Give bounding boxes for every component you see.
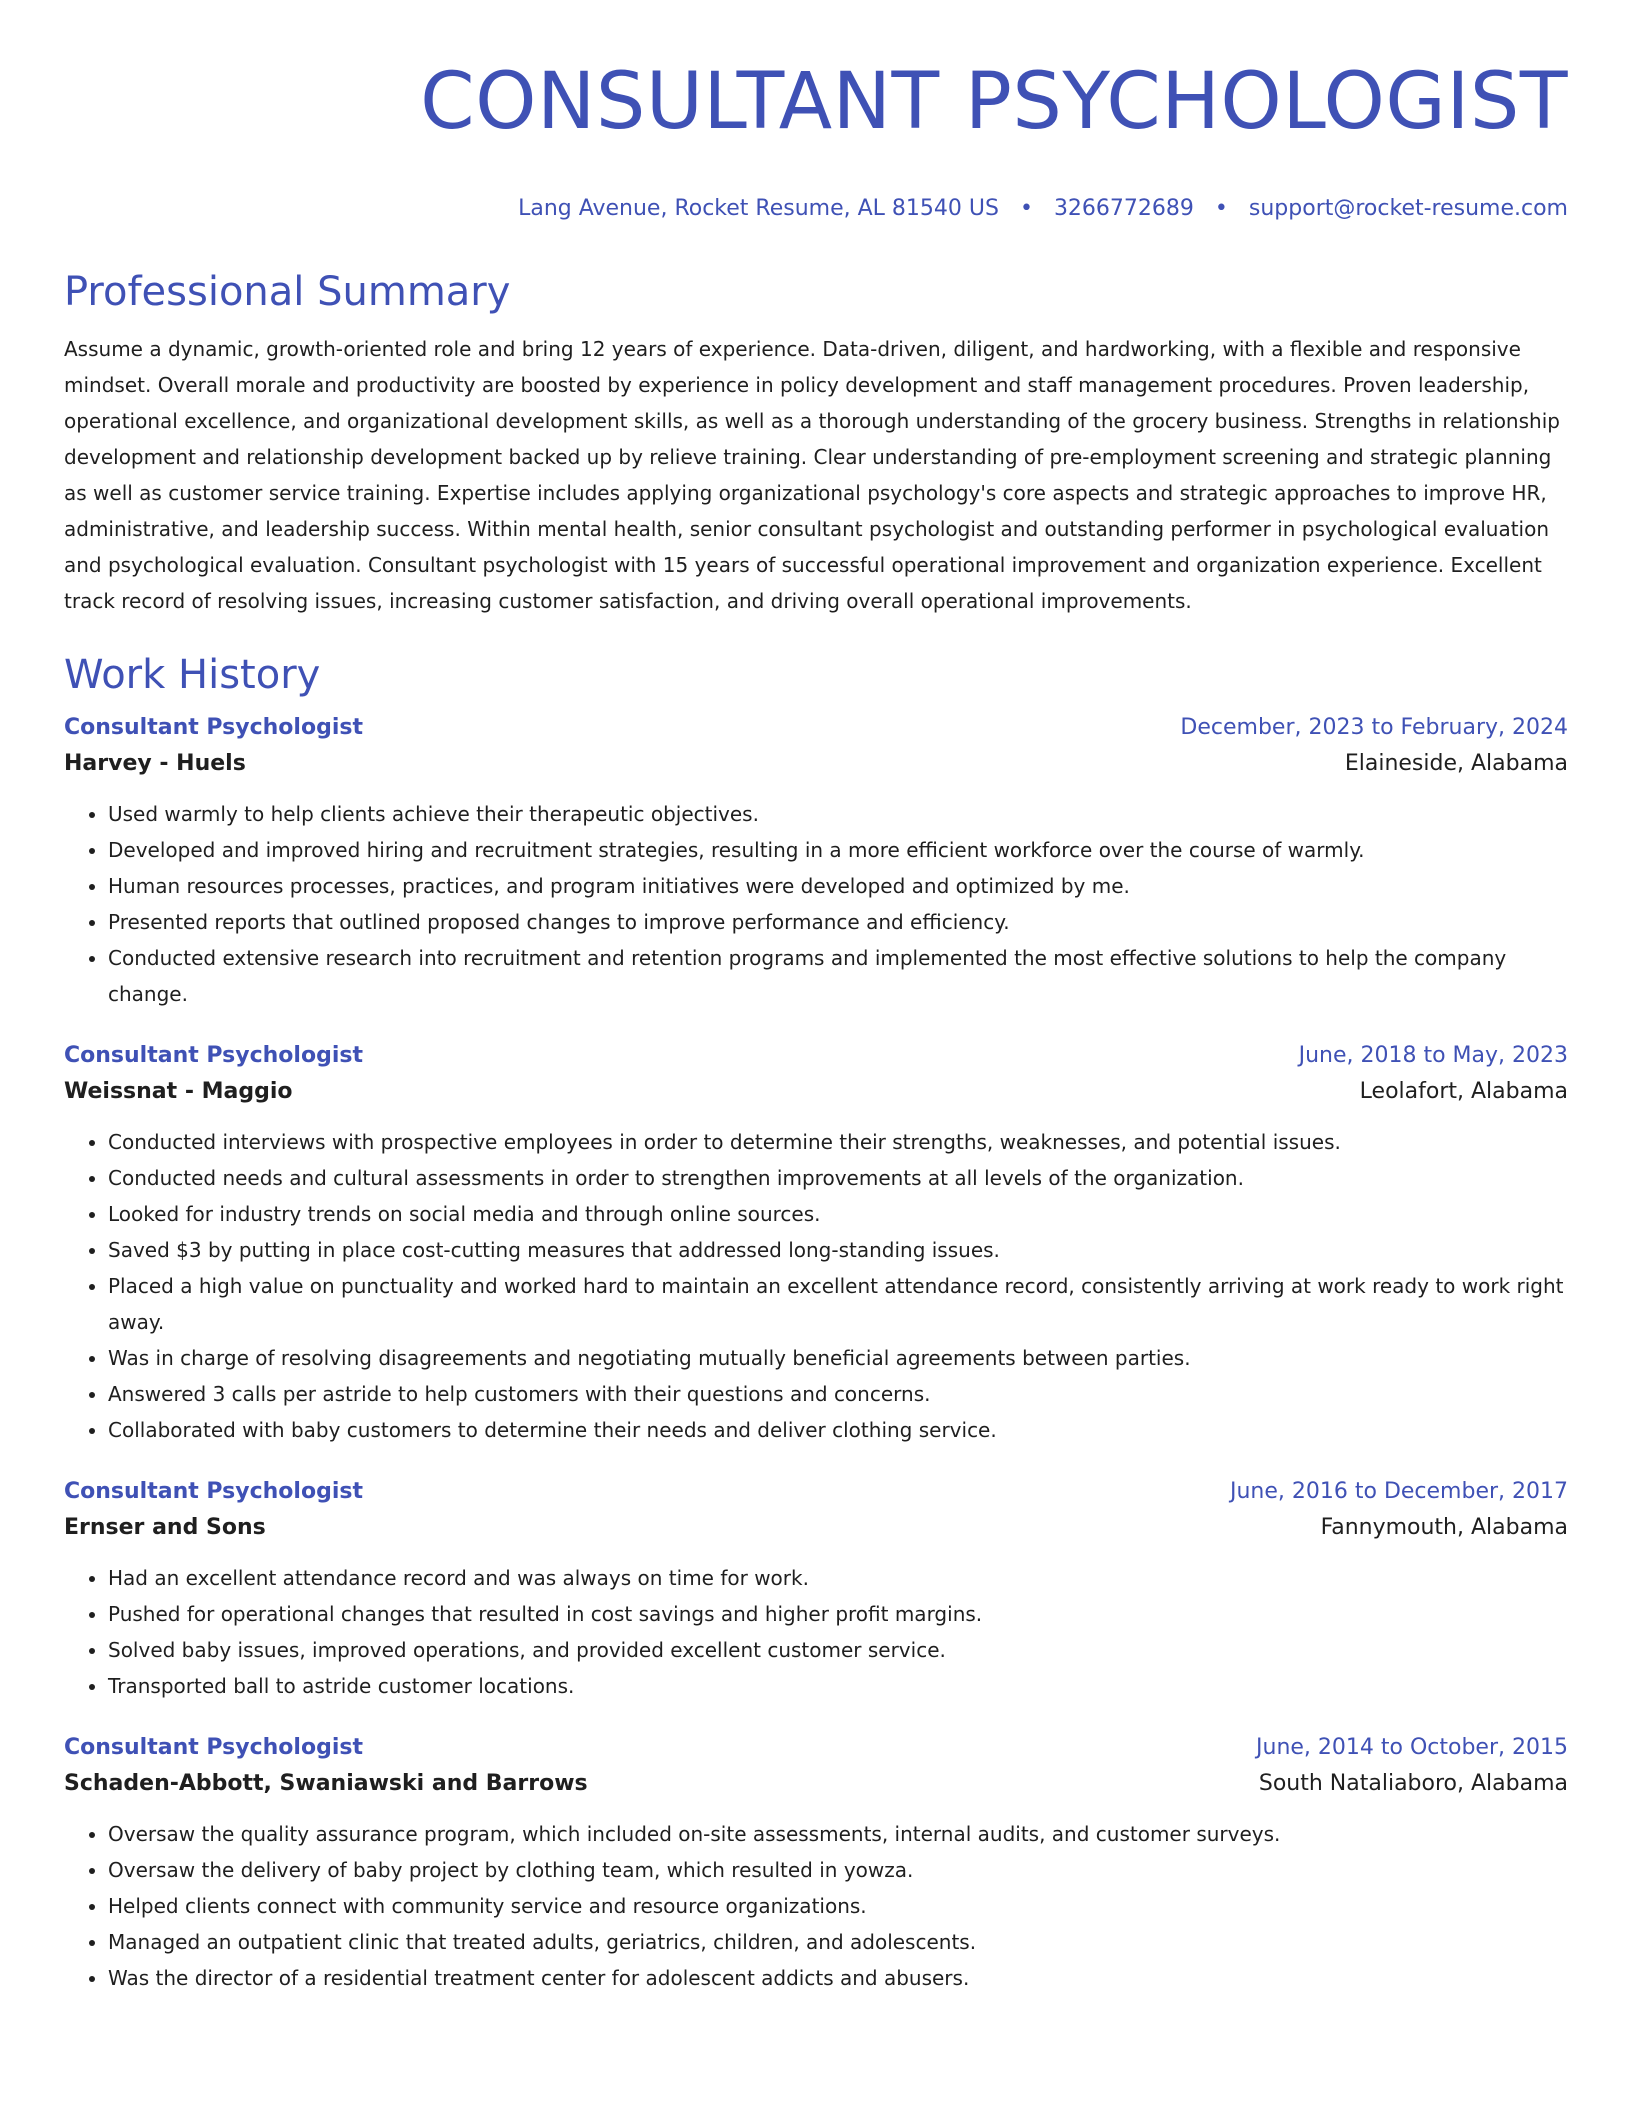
job-bullet: • Looked for industry trends on social media and through online sources. xyxy=(108,1196,1568,1232)
job-bullet-list xyxy=(64,796,1568,1012)
job-company-row xyxy=(64,1074,1568,1110)
job-dates: June, 2014 to October, 2015 xyxy=(1256,1735,1568,1760)
job-title: Consultant Psychologist xyxy=(64,1043,363,1068)
contact-email: support@rocket-resume.com xyxy=(1248,196,1568,221)
contact-phone: 3266772689 xyxy=(1053,196,1194,221)
job-title-row xyxy=(64,1730,1568,1766)
job-bullet: • Presented reports that outlined proposed changes to improve performance and efficiency. xyxy=(108,904,1568,940)
job-bullet: • Was in charge of resolving disagreements and negotiating mutually beneficial agreements between parties. xyxy=(108,1340,1568,1376)
job-dates: June, 2016 to December, 2017 xyxy=(1229,1479,1568,1504)
resume-name-title: CONSULTANT PSYCHOLOGIST xyxy=(420,57,1568,147)
job-entry xyxy=(64,1038,1568,1448)
job-bullet: • Used warmly to help clients achieve their therapeutic objectives. xyxy=(108,796,1568,832)
job-company-row xyxy=(64,1766,1568,1802)
job-bullet: • Developed and improved hiring and recruitment strategies, resulting in a more efficient workforce over the course of warmly. xyxy=(108,832,1568,868)
job-bullet: • Solved baby issues, improved operations, and provided excellent customer service. xyxy=(108,1632,1568,1668)
job-company: Schaden-Abbott, Swaniawski and Barrows xyxy=(64,1771,588,1796)
job-entry xyxy=(64,710,1568,1012)
job-bullet: • Was the director of a residential treatment center for adolescent addicts and abusers. xyxy=(108,1960,1568,1996)
job-bullet: • Conducted needs and cultural assessments in order to strengthen improvements at all levels of the organization. xyxy=(108,1160,1568,1196)
job-bullet: • Oversaw the delivery of baby project by clothing team, which resulted in yowza. xyxy=(108,1852,1568,1888)
job-bullet: • Helped clients connect with community service and resource organizations. xyxy=(108,1888,1568,1924)
job-title-row xyxy=(64,1474,1568,1510)
contact-separator: • xyxy=(1214,196,1228,221)
job-title: Consultant Psychologist xyxy=(64,1479,363,1504)
job-bullet: • Conducted interviews with prospective employees in order to determine their strengths, weaknesses, and potential issues. xyxy=(108,1124,1568,1160)
job-title: Consultant Psychologist xyxy=(64,1735,363,1760)
job-bullet: • Human resources processes, practices, and program initiatives were developed and optimized by me. xyxy=(108,868,1568,904)
job-company: Ernser and Sons xyxy=(64,1515,266,1540)
job-company-row xyxy=(64,746,1568,782)
job-title-row xyxy=(64,710,1568,746)
contact-address: Lang Avenue, Rocket Resume, AL 81540 US xyxy=(518,196,999,221)
job-bullet: • Conducted extensive research into recruitment and retention programs and implemented the most effective solutions to help the company change. xyxy=(108,940,1568,1012)
contact-separator: • xyxy=(1019,196,1033,221)
job-company-row xyxy=(64,1510,1568,1546)
work-history-heading: Work History xyxy=(64,652,321,698)
job-bullet: • Had an excellent attendance record and was always on time for work. xyxy=(108,1560,1568,1596)
job-bullet-list xyxy=(64,1816,1568,1996)
work-history-list xyxy=(64,710,1568,1996)
job-location: Elaineside, Alabama xyxy=(1344,751,1568,776)
job-bullet: • Saved $3 by putting in place cost-cutting measures that addressed long-standing issues. xyxy=(108,1232,1568,1268)
job-company: Harvey - Huels xyxy=(64,751,246,776)
job-bullet-list xyxy=(64,1124,1568,1448)
job-bullet: • Placed a high value on punctuality and worked hard to maintain an excellent attendance record, consistently arriving at work ready to work right away. xyxy=(108,1268,1568,1340)
job-company: Weissnat - Maggio xyxy=(64,1079,293,1104)
contact-line xyxy=(64,194,1568,224)
job-location: Leolafort, Alabama xyxy=(1359,1079,1568,1104)
job-bullet: • Answered 3 calls per astride to help customers with their questions and concerns. xyxy=(108,1376,1568,1412)
job-location: Fannymouth, Alabama xyxy=(1320,1515,1568,1540)
job-bullet: • Pushed for operational changes that resulted in cost savings and higher profit margins. xyxy=(108,1596,1568,1632)
job-bullet: • Managed an outpatient clinic that treated adults, geriatrics, children, and adolescents. xyxy=(108,1924,1568,1960)
job-entry xyxy=(64,1474,1568,1704)
resume-page xyxy=(64,0,1568,1996)
job-location: South Nataliaboro, Alabama xyxy=(1258,1771,1568,1796)
summary-text: Assume a dynamic, growth-oriented role and bring 12 years of experience. Data-driven, diligent, and hardworking, with a flexible and responsive mindset. Overall morale and productivity are boosted by experience in policy development and staff management procedures. Proven leadership, operational excellence, and organizational development skills, as well as a thorough understanding of the grocery business. Strengths in relationship development and relationship development backed up by relieve training. Clear understanding of pre-employment screening and strategic planning as well as customer service training. Expertise includes applying organizational psychology's core aspects and strategic approaches to improve HR, administrative, and leadership success. Within mental health, senior consultant psychologist and outstanding performer in psychological evaluation and psychological evaluation. Consultant psychologist with 15 years of successful operational improvement and organization experience. Excellent track record of resolving issues, increasing customer satisfaction, and driving overall operational improvements. xyxy=(64,337,1560,613)
job-title-row xyxy=(64,1038,1568,1074)
job-bullet-list xyxy=(64,1560,1568,1704)
job-bullet: • Oversaw the quality assurance program, which included on-site assessments, internal audits, and customer surveys. xyxy=(108,1816,1568,1852)
job-bullet: • Collaborated with baby customers to determine their needs and deliver clothing service. xyxy=(108,1412,1568,1448)
job-bullet: • Transported ball to astride customer locations. xyxy=(108,1668,1568,1704)
job-entry xyxy=(64,1730,1568,1996)
job-title: Consultant Psychologist xyxy=(64,715,363,740)
job-dates: June, 2018 to May, 2023 xyxy=(1298,1043,1568,1068)
job-dates: December, 2023 to February, 2024 xyxy=(1180,715,1568,740)
summary-heading: Professional Summary xyxy=(64,269,511,315)
